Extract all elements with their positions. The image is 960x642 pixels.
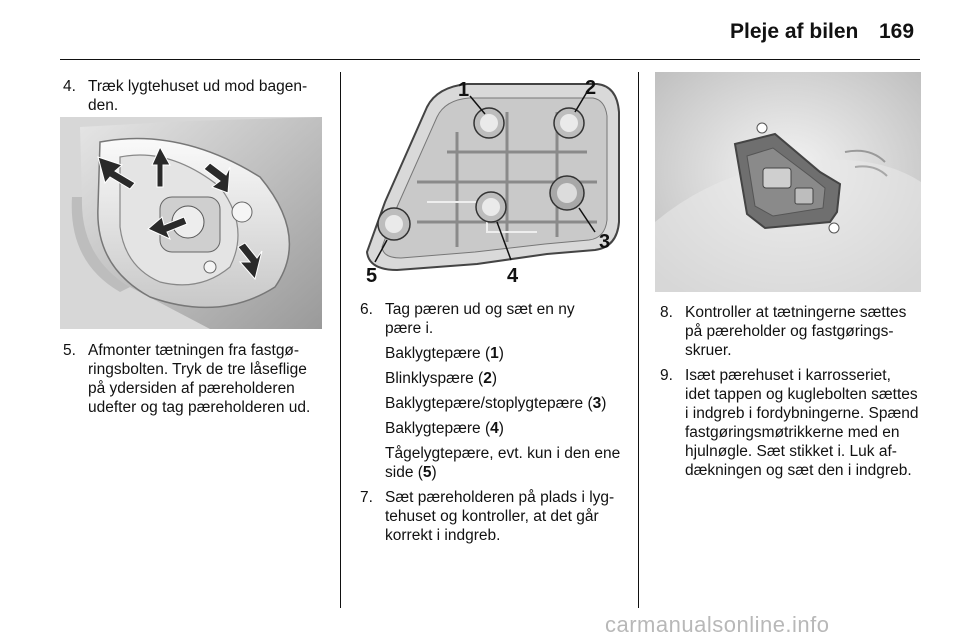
callout-3: 3 [599,231,611,253]
column-divider-1 [340,72,341,608]
step-5 [63,341,333,417]
step-text-line: Sæt pæreholderen på plads i lyg- [385,489,615,506]
callout-2: 2 [585,77,597,99]
watermark: carmanualsonline.info [605,612,830,637]
bulb-4-line: Baklygtepære (4) [385,420,504,437]
step-text-line: den. [88,97,119,114]
bulb-holder-illustration [357,72,625,292]
callout-4: 4 [507,265,519,287]
step-text-line: på pæreholder og fastgørings- [685,323,894,340]
bulb-3-line: Baklygtepære/stoplygtepære (3) [385,395,607,412]
step-number: 6. [360,301,373,318]
callout-1: 1 [458,79,470,101]
step-text-line: hjulnøgle. Sæt stikket i. Luk af- [685,443,897,460]
column-3 [660,303,930,480]
step-number: 8. [660,304,673,321]
step-8 [660,303,930,360]
column-divider-2 [638,72,639,608]
step-number: 4. [63,78,76,95]
step-7 [360,488,635,545]
step-text-line: Tag pæren ud og sæt en ny [385,301,575,318]
column-2 [360,300,635,545]
step-text-line: idet tappen og kuglebolten sættes [685,386,918,403]
page-number: 169 [879,20,915,43]
step-9 [660,366,930,480]
step-text-line: i indgreb i fordybningerne. Spænd [685,405,919,422]
column-1 [63,77,333,115]
step-text-line: Træk lygtehuset ud mod bagen- [88,78,308,95]
bulb-1-line: Baklygtepære (1) [385,345,504,362]
step-number: 7. [360,489,373,506]
bulb-5-line: Tågelygtepære, evt. kun i den ene side (5) [385,445,621,481]
header-divider [60,59,920,60]
tail-lamp-removal-illustration [60,117,322,329]
step-number: 5. [63,342,76,359]
step-text-line: fastgøringsmøtrikkerne med en [685,424,900,441]
step-text-line: Afmonter tætningen fra fastgø- [88,342,300,359]
page-title: Pleje af bilen [730,20,859,43]
column-1-lower [63,341,333,417]
callout-5: 5 [366,265,378,287]
step-text-line: Isæt pærehuset i karrosseriet, [685,367,891,384]
step-text-line: korrekt i indgreb. [385,527,501,544]
step-text-line: dækningen og sæt den i indgreb. [685,462,912,479]
lamp-housing-illustration [655,72,921,292]
step-number: 9. [660,367,673,384]
step-4 [63,77,333,115]
step-6 [360,300,635,338]
step-text-line: udefter og tag pæreholderen ud. [88,399,311,416]
step-text-line: tehuset og kontroller, at det går [385,508,599,525]
step-text-line: på ydersiden af pæreholderen [88,380,295,397]
step-text-line: pære i. [385,320,434,337]
step-text-line: skruer. [685,342,732,359]
step-text-line: ringsbolten. Tryk de tre låseflige [88,361,307,378]
step-text-line: Kontroller at tætningerne sættes [685,304,907,321]
bulb-2-line: Blinklyspære (2) [385,370,497,387]
